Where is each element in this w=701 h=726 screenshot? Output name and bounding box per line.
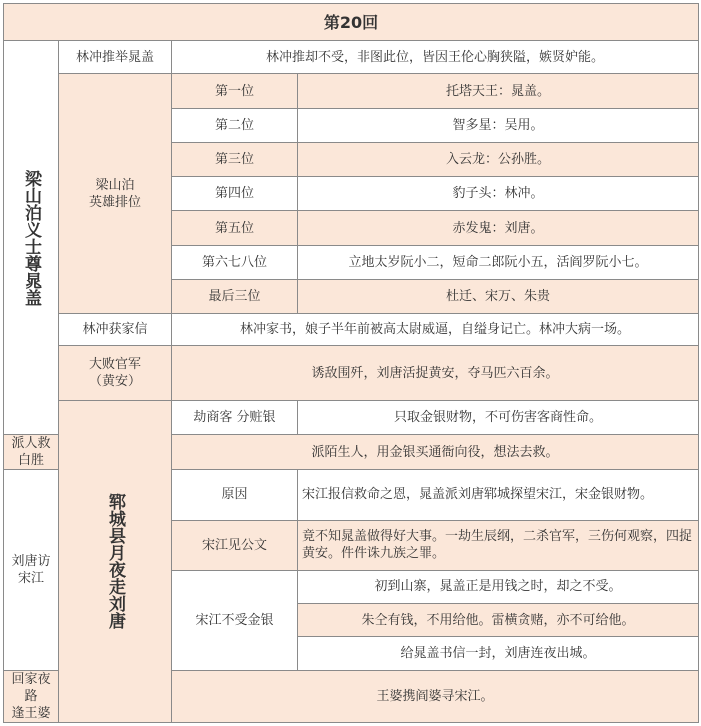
row-content-rob-merchants: 只取金银财物，不可伤害客商性命。: [298, 400, 699, 434]
ranking-pos-2: 第二位: [172, 108, 298, 142]
row-label-linchong-recommend: 林冲推举晁盖: [59, 41, 172, 74]
chapter-title: 第20回: [4, 4, 699, 41]
row-content-wangpo: 王婆携阎婆寻宋江。: [172, 670, 699, 722]
row-content-linchong-recommend: 林冲推却不受，非图此位，皆因王伦心胸狭隘，嫉贤妒能。: [172, 41, 699, 74]
row-content-family-letter: 林冲家书，娘子半年前被高太尉威逼，自缢身记亡。林冲大病一场。: [172, 314, 699, 346]
section-title-liangshan: [4, 41, 59, 435]
row-content-rescue-baisheng: 派陌生人，用金银买通衙向役，想法去救。: [172, 434, 699, 469]
ranking-pos-4: 第四位: [172, 177, 298, 211]
reason-content: 宋江报信救命之恩，晁盖派刘唐郓城探望宋江，宋金银财物。: [298, 470, 699, 520]
section-title-text: 梁山泊义士尊晁盖: [21, 169, 41, 306]
liutang-label: 刘唐访宋江: [4, 470, 59, 670]
row-label-rescue-baisheng: 派人救白胜: [4, 434, 59, 469]
ranking-pos-5: 第五位: [172, 211, 298, 245]
ranking-name-2: 智多星：吴用。: [298, 108, 699, 142]
ranking-pos-7: 最后三位: [172, 279, 298, 313]
ranking-label: 梁山泊 英雄排位: [59, 74, 172, 314]
letter-content: 竟不知晁盖做得好大事。一劫生辰纲，二杀官军，三伤何观察，四捉黄安。件件诛九族之罪。: [298, 520, 699, 570]
row-label-family-letter: 林冲获家信: [59, 314, 172, 346]
refuse-item-3: 给晁盖书信一封，刘唐连夜出城。: [298, 637, 699, 670]
reason-label: 原因: [172, 470, 298, 520]
section-title-text-2: 郓城县月夜走刘唐: [105, 493, 125, 630]
ranking-name-4: 豹子头：林冲。: [298, 177, 699, 211]
ranking-name-6: 立地太岁阮小二，短命二郎阮小五，活阎罗阮小七。: [298, 245, 699, 279]
ranking-pos-6: 第六七八位: [172, 245, 298, 279]
chapter-summary-table: [3, 3, 699, 723]
row-label-defeat-army: 大败官军 （黄安）: [59, 346, 172, 400]
ranking-name-3: 入云龙：公孙胜。: [298, 142, 699, 176]
ranking-name-1: 托塔天王：晁盖。: [298, 74, 699, 108]
refuse-item-2: 朱仝有钱，不用给他。雷横贪赌，亦不可给他。: [298, 604, 699, 637]
letter-label: 宋江见公文: [172, 520, 298, 570]
ranking-pos-3: 第三位: [172, 142, 298, 176]
row-label-rob-merchants: 劫商客 分赃银: [172, 400, 298, 434]
refuse-item-1: 初到山寨，晁盖正是用钱之时，却之不受。: [298, 570, 699, 603]
ranking-name-5: 赤发鬼：刘唐。: [298, 211, 699, 245]
ranking-pos-1: 第一位: [172, 74, 298, 108]
ranking-name-7: 杜迁、宋万、朱贵: [298, 279, 699, 313]
section-title-yuncheng: [59, 400, 172, 722]
row-label-wangpo: 回家夜路 逢王婆: [4, 670, 59, 722]
refuse-label: 宋江不受金银: [172, 570, 298, 670]
row-content-defeat-army: 诱敌围歼，刘唐活捉黄安，夺马匹六百余。: [172, 346, 699, 400]
